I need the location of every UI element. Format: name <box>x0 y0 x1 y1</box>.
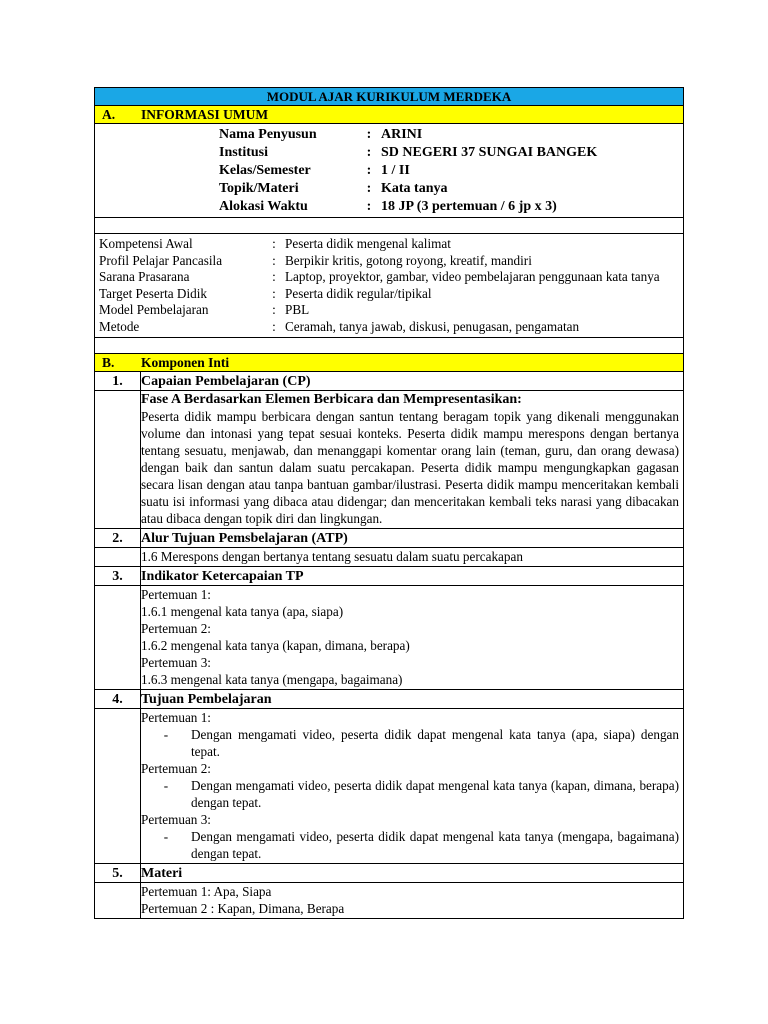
info-value: Ceramah, tanya jawab, diskusi, penugasan, pengamatan <box>285 318 580 334</box>
identity-colon: : <box>366 199 372 214</box>
indikator-line: Pertemuan 1: <box>141 587 211 602</box>
document-title <box>95 88 683 106</box>
section-a-title: INFORMASI UMUM <box>141 107 269 122</box>
number-cell <box>95 548 141 566</box>
atp-text: 1.6 Merespons dengan bertanya tentang sesuatu dalam suatu percakapan <box>141 549 523 564</box>
number-cell <box>95 709 141 863</box>
tujuan-item-text: Dengan mengamati video, peserta didik dapat mengenal kata tanya (apa, siapa) dengan tepat. <box>191 727 679 759</box>
tujuan-item-text: Dengan mengamati video, peserta didik dapat mengenal kata tanya (kapan, dimana, berapa) dengan tepat. <box>191 778 679 810</box>
info-key: Metode <box>99 318 140 334</box>
info-colon: : <box>272 236 276 251</box>
cp-body <box>95 391 683 529</box>
info-row <box>95 236 683 253</box>
tujuan-label: Pertemuan 1: <box>141 710 211 725</box>
info-colon: : <box>272 252 276 268</box>
indikator-number: 3. <box>95 567 141 585</box>
identity-key: Alokasi Waktu <box>219 199 308 214</box>
identity-colon: : <box>366 163 372 178</box>
identity-value: 18 JP (3 pertemuan / 6 jp x 3) <box>381 199 557 214</box>
materi-line: Pertemuan 1: Apa, Siapa <box>141 884 272 899</box>
materi-body <box>95 883 683 918</box>
tujuan-item <box>141 777 679 811</box>
atp-body <box>95 548 683 567</box>
indikator-line: Pertemuan 2: <box>141 621 211 636</box>
indikator-body <box>95 586 683 690</box>
atp-title: Alur Tujuan Pemsbelajaran (ATP) <box>141 531 348 546</box>
identity-colon: : <box>366 127 372 142</box>
number-cell <box>95 391 141 528</box>
section-a-letter: A. <box>102 107 116 122</box>
dash-bullet: - <box>163 829 169 844</box>
info-key: Kompetensi Awal <box>99 236 193 251</box>
indikator-line: 1.6.1 mengenal kata tanya (apa, siapa) <box>141 604 344 619</box>
cp-number: 1. <box>95 372 141 390</box>
info-colon: : <box>272 269 276 284</box>
info-key: Target Peserta Didik <box>99 285 207 301</box>
dash-bullet: - <box>163 778 169 793</box>
info-colon: : <box>272 318 276 334</box>
info-colon: : <box>272 302 276 317</box>
tujuan-item <box>141 828 679 862</box>
info-value: Laptop, proyektor, gambar, video pembelajaran penggunaan kata tanya <box>285 269 660 284</box>
identity-value: ARINI <box>381 127 423 142</box>
indikator-header <box>95 567 683 586</box>
atp-header <box>95 529 683 548</box>
info-row <box>95 269 683 286</box>
cp-subtitle: Fase A Berdasarkan Elemen Berbicara dan Mempresentasikan: <box>141 392 522 407</box>
indikator-line: 1.6.3 mengenal kata tanya (mengapa, bagaimana) <box>141 672 403 687</box>
materi-number: 5. <box>95 864 141 882</box>
identity-row <box>95 162 683 180</box>
cp-text: Peserta didik mampu berbicara dengan santun tentang beragam topik yang dikenali menggunakan volume dan intonasi yang tepat sesuai konteks. Peserta didik mampu merespons dengan bertanya tentang sesuatu, menjawab, dan menanggapi komentar orang lain (teman, guru, dan orang dewasa) dengan baik dan santun dalam suatu percakapan. Peserta didik mampu mengungkapkan gagasan secara lisan dengan atau tanpa bantuan gambar/ilustrasi. Peserta didik mampu menceritakan kembali suatu isi informasi yang dibaca atau didengar; dan menceritakan kembali teks narasi yang dibacakan atau dibaca dengan topik diri dan lingkungan. <box>141 409 679 526</box>
number-cell <box>95 586 141 689</box>
spacer-row <box>95 218 683 234</box>
identity-row <box>95 198 683 216</box>
info-key: Profil Pelajar Pancasila <box>99 252 223 268</box>
identity-colon: : <box>366 181 372 196</box>
identity-value: Kata tanya <box>381 181 448 196</box>
materi-header <box>95 864 683 883</box>
info-key: Sarana Prasarana <box>99 269 190 284</box>
tujuan-label: Pertemuan 3: <box>141 812 211 827</box>
section-b-header <box>95 354 683 372</box>
spacer-row <box>95 338 683 354</box>
materi-title: Materi <box>141 866 183 881</box>
identity-row <box>95 180 683 198</box>
identity-key: Nama Penyusun <box>219 127 317 142</box>
identity-value: 1 / II <box>381 163 410 178</box>
identity-key: Institusi <box>219 145 269 160</box>
tujuan-item <box>141 726 679 760</box>
info-row <box>95 302 683 319</box>
number-cell <box>95 883 141 918</box>
indikator-title: Indikator Ketercapaian TP <box>141 569 304 584</box>
tujuan-number: 4. <box>95 690 141 708</box>
document-title-text: MODUL AJAR KURIKULUM MERDEKA <box>266 89 512 104</box>
materi-line: Pertemuan 2 : Kapan, Dimana, Berapa <box>141 901 345 916</box>
info-value: Peserta didik mengenal kalimat <box>285 236 451 251</box>
identity-row <box>95 144 683 162</box>
section-b-letter: B. <box>102 355 115 370</box>
identity-value: SD NEGERI 37 SUNGAI BANGEK <box>381 145 598 160</box>
cp-header <box>95 372 683 391</box>
info-value: Berpikir kritis, gotong royong, kreatif, mandiri <box>285 252 532 268</box>
identity-colon: : <box>366 145 372 160</box>
tujuan-title: Tujuan Pembelajaran <box>141 692 272 707</box>
module-document <box>94 87 684 919</box>
indikator-line: Pertemuan 3: <box>141 655 211 670</box>
info-row <box>95 253 683 270</box>
info-colon: : <box>272 285 276 301</box>
tujuan-label: Pertemuan 2: <box>141 761 211 776</box>
cp-title: Capaian Pembelajaran (CP) <box>141 374 311 389</box>
atp-number: 2. <box>95 529 141 547</box>
info-key: Model Pembelajaran <box>99 302 209 317</box>
identity-row <box>95 126 683 144</box>
section-b-title: Komponen Inti <box>141 355 230 370</box>
identity-key: Topik/Materi <box>219 181 299 196</box>
info-value: Peserta didik regular/tipikal <box>285 285 432 301</box>
tujuan-header <box>95 690 683 709</box>
identity-key: Kelas/Semester <box>219 163 311 178</box>
indikator-line: 1.6.2 mengenal kata tanya (kapan, dimana, berapa) <box>141 638 410 653</box>
identity-block <box>95 124 683 218</box>
tujuan-body <box>95 709 683 864</box>
info-value: PBL <box>285 302 310 317</box>
info-row <box>95 286 683 303</box>
section-a-header <box>95 106 683 124</box>
tujuan-item-text: Dengan mengamati video, peserta didik dapat mengenal kata tanya (mengapa, bagaimana) dengan tepat. <box>191 829 679 861</box>
info-row <box>95 319 683 336</box>
general-info-block <box>95 234 683 338</box>
dash-bullet: - <box>163 727 169 742</box>
